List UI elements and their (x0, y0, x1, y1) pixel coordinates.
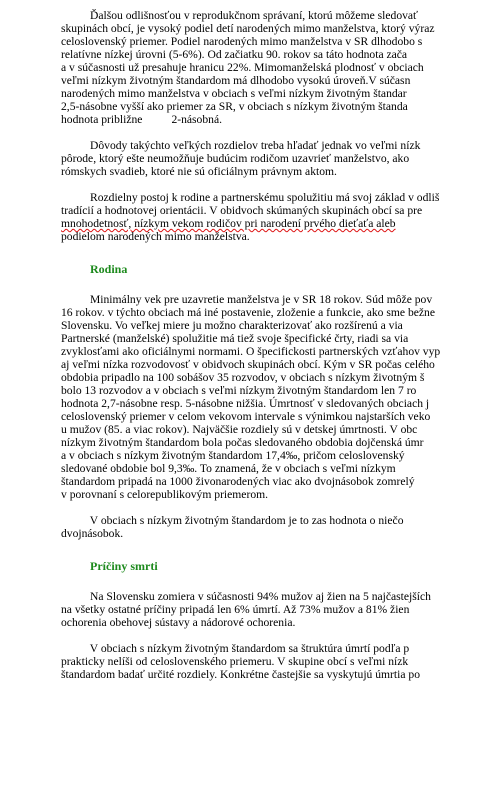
paragraph-4-line-5: zvyklosťami ako oficiálnymi normami. O špecifickosti partnerských vzťahov vyp (61, 345, 441, 358)
paragraph-4-line-2: 16 rokov. v týchto obciach má iné postavenie, zloženie a funkcie, ako sme bežne (61, 306, 435, 319)
paragraph-1-line-4: relatívne nízkej úrovni (5-6%). Od začiatku 90. rokov sa táto hodnota zača (61, 48, 408, 61)
paragraph-2-line-2: pôrode, ktorý ešte neumožňuje budúcim rodičom uzavrieť manželstvo, ako (61, 152, 410, 165)
paragraph-1-line-7: narodených mimo manželstva v obciach s veľmi nízkym životným štandar (61, 87, 407, 100)
paragraph-4-line-3: Slovensku. Vo veľkej miere ju možno charakterizovať ako rozšírenú a via (61, 319, 403, 332)
paragraph-4-line-7: obdobia pripadlo na 100 sobášov 35 rozvodov, v obciach s nízkym životným š (61, 371, 425, 384)
paragraph-3-line-3: mnohodetnosť, nízkym vekom rodičov pri narodení prvého dieťaťa aleb (61, 217, 396, 230)
paragraph-3-line-4: podielom narodených mimo manželstva. (61, 230, 250, 243)
paragraph-5-line-1: V obciach s nízkym životným štandardom je to zas hodnota o niečo (61, 514, 404, 527)
paragraph-6-line-3: ochorenia obehovej sústavy a nádorové ochorenia. (61, 616, 296, 629)
paragraph-3-line-2: tradícií a hodnotovej orientácii. V obidvoch skúmaných skupinách obcí sa pre (61, 204, 423, 217)
paragraph-1-line-9: hodnota približne 2-násobná. (61, 113, 222, 126)
paragraph-5-line-2: dvojnásobok. (61, 527, 124, 540)
paragraph-6-line-2: na všetky ostatné príčiny pripadá len 6% úmrtí. Až 73% mužov a 81% žien (61, 603, 410, 616)
paragraph-4-line-13: a v obciach s nízkym životným štandardom 17,4‰, pričom celoslovenský (61, 449, 405, 462)
paragraph-4-line-11: u mužov (85. a viac rokov). Najväčšie rozdiely sú v detskej úmrtnosti. V obc (61, 423, 418, 436)
paragraph-4-line-12: nízkym životným štandardom bola počas sledovaného obdobia dojčenská úmr (61, 436, 424, 449)
paragraph-1-line-2: skupinách obcí, je vysoký podiel detí narodených mimo manželstva, ktorý výraz (61, 22, 435, 35)
paragraph-2-line-1: Dôvody takýchto veľkých rozdielov treba hľadať jednak vo veľmi nízk (61, 139, 421, 152)
paragraph-7-line-2: prakticky nelíši od celoslovenského priemeru. V skupine obcí s veľmi nízk (61, 655, 409, 668)
paragraph-4-line-1: Minimálny vek pre uzavretie manželstva je v SR 18 rokov. Súd môže pov (61, 293, 433, 306)
paragraph-4-line-10: celoslovenský priemer v celom vekovom intervale s výnimkou najstarších veko (61, 410, 431, 423)
paragraph-1-line-8: 2,5-násobne vyšší ako priemer za SR, v obciach s nízkym životným štanda (61, 100, 408, 113)
paragraph-6-line-1: Na Slovensku zomiera v súčasnosti 94% mužov aj žien na 5 najčastejších (61, 590, 431, 603)
paragraph-1-line-1: Ďalšou odlišnosťou v reprodukčnom správaní, ktorú môžeme sledovať (61, 9, 419, 22)
heading-priciny-smrti: Príčiny smrti (90, 559, 158, 573)
paragraph-3-line-1: Rozdielny postoj k rodine a partnerskému spolužitiu má svoj základ v odliš (61, 191, 440, 204)
heading-rodina: Rodina (90, 262, 128, 276)
paragraph-7-line-3: štandardom badať určité rozdiely. Konkrétne častejšie sa vyskytujú úmrtia po (61, 668, 420, 681)
paragraph-1-line-3: celoslovenský priemer. Podiel narodených mimo manželstva v SR dlhodobo s (61, 35, 423, 48)
paragraph-4-line-16: v porovnaní s celorepublikovým priemerom. (61, 488, 269, 501)
paragraph-4-line-4: Partnerské (manželské) spolužitie má tiež svoje špecifické črty, riadi sa via (61, 332, 409, 345)
paragraph-2-line-3: rómskych svadieb, ktoré nie sú oficiálnym právnym aktom. (61, 165, 337, 178)
paragraph-4-line-14: sledované obdobie bol 9,3‰. To znamená, že v obciach s veľmi nízkym (61, 462, 396, 475)
paragraph-1-line-6: veľmi nízkym životným štandardom má dlhodobo vysokú úroveň.V súčasn (61, 74, 411, 87)
paragraph-4-line-8: bolo 13 rozvodov a v obciach s veľmi nízkym životným štandardom len 7 ro (61, 384, 417, 397)
paragraph-4-line-15: štandardom pripadá na 1000 živonarodených viac ako dvojnásobok zomrelý (61, 475, 415, 488)
paragraph-4-line-6: aj veľmi nízka rozvodovosť v obidvoch skupinách obcí. Kým v SR počas celého (61, 358, 435, 371)
paragraph-7-line-1: V obciach s nízkym životným štandardom sa štruktúra úmrtí podľa p (61, 642, 410, 655)
paragraph-4-line-9: hodnota 2,7-násobne resp. 5-násobne nižšia. Úmrtnosť v sledovaných obciach j (61, 397, 430, 410)
paragraph-1-line-5: a v súčasnosti už presahuje hranicu 22%. Mimomanželská plodnosť v obciach (61, 61, 424, 74)
